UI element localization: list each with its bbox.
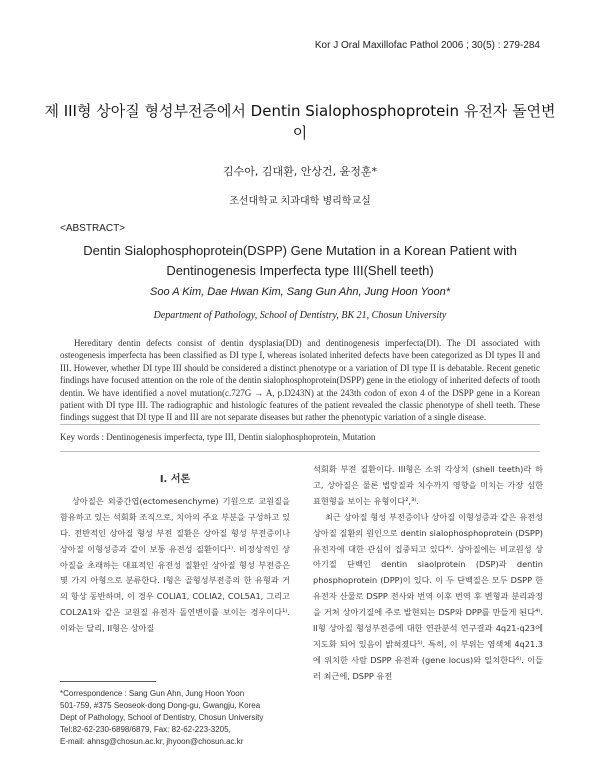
intro-heading: I. 서론 (159, 474, 191, 485)
korean-affiliation: 조선대학교 치과대학 병리학교실 (229, 196, 371, 207)
abstract-body (60, 337, 540, 424)
correspondence-footnote: *Correspondence : Sang Gun Ahn, Jung Hoon Yoon 501-759, #375 Seoseok-dong Dong-gu, Gwangju, Korea Dept of Pathology, School of Dentistry, Chosun University Tel:82-62-230-6898/6879, Fax: 82-62-223-3205, E-mail: ahnsg@chosun.ac.kr, jhyoon@chosun.ac.kr (60, 689, 264, 746)
english-title-line2: Dentinogenesis Imperfecta type III(Shell teeth) (166, 263, 434, 278)
intro-paragraph-2: 석회화 부전 질환이다. III형은 소위 각상치 (shell teeth)라 하고, 상아질은 물론 법랑질과 치수까지 영향을 미치는 가장 심한 표현형을 보이는 유형이다²,³⁾. (313, 464, 543, 506)
english-department: Department of Pathology, School of Dentistry, BK 21, Chosun University (153, 310, 447, 321)
intro-paragraph-3: 최근 상아질 형성 부전증이나 상아질 이형성증과 같은 유전성 상아질 질환의 원인으로 dentin sialophosphoprotein (DSPP) 유전자에 대한 관심이 집중되고 있다⁴⁾. 상아질에는 비교원성 상아기질 단백인 dentin siaolprotein (DSP)과 dentin phosphoprotein (DPP)이 있다. 이 두 단백질은 모두 DSPP 한 유전자 산물로 DSPP 전사와 번역 이후 번역 후 변형과 분리과정을 거쳐 상아기질에 주로 발현되는 DSP와 DPP를 만들게 된다⁴⁾. II형 상아질 형성부전증에 대한 연관분석 연구결과 4q21-q23에 지도화 되어 있음이 밝혀졌다⁵⁾. 특히, 이 부위는 염색체 4q21.3에 위치한 사람 DSPP 유전좌 (gene locus)와 일치한다⁶⁾. 이들러 최근에, DSPP 유전 (313, 511, 543, 681)
right-column (313, 462, 543, 685)
footnote-rule (60, 681, 156, 682)
english-authors: Soo A Kim, Dae Hwan Kim, Sang Gun Ahn, Jung Hoon Yoon* (149, 286, 451, 298)
korean-title: 제 III형 상아질 형성부전증에서 Dentin Sialophosphoprotein 유전자 돌연변이 (44, 102, 556, 142)
abstract-paragraph: Hereditary dentin defects consist of dentin dysplasia(DD) and dentinogenesis imperfecta(DI). The DI associated with osteogenesis imperfecta has been classified as DI type I, whereas isolated inherited defects have been categorized as DI types II and III. However, whether DI type III should be considered a distinct phenotype or a variation of DI type II is debatable. Recent genetic findings have focused attention on the role of the dentin sialophosphoprotein(DSPP) gene in the etiology of inherited defects of tooth dentin. We have identified a novel mutation(c.727G → A, p.D243N) at the 243th codon of exon 4 of the DSPP gene in a Korean patient with DI type III. The radiographic and histologic features of the patient revealed the classic phenotype of shell teeth. These findings suggest that DI type II and III are not separate diseases but rather the phenotypic variation of a single disease. (60, 338, 540, 423)
keywords: Key words : Dentinogenesis imperfecta, type III, Dentin sialophosphoprotein, Mutation (60, 432, 376, 442)
abstract-heading: <ABSTRACT> (60, 223, 126, 234)
intro-paragraph-1: 상아질은 외중간엽(ectomesenchyme) 기원으로 교원질을 함유하고 있는 석회화 조직으로, 치아의 주요 부분을 구성하고 있다. 전반적인 상아질 형성 부전 질환은 상아질 형성 부전증이나 상아질 이형성증과 같이 보통 유전성 질환이다¹⁾. 비정상적인 상아질을 초래하는 대표적인 유전성 질환인 상아질 형성 부전증은 몇 가지 아형으로 분류한다. I형은 골형성부전증의 한 유형과 거의 항상 동반하며, 이 경우 COLIA1, COLIA2, COL5A1, 그리고 COL2A1와 같은 교원질 유전자 돌연변이를 보이는 경우이다¹⁾. 이와는 달리, II형은 상아질 (60, 495, 290, 634)
keywords-rule-bottom (60, 451, 540, 452)
korean-authors: 김수아, 김대환, 안상건, 윤정훈* (223, 165, 377, 178)
english-title (40, 241, 560, 281)
journal-citation: Kor J Oral Maxillofac Pathol 2006 ; 30(5) : 279-284 (314, 40, 540, 51)
left-column (60, 472, 290, 637)
keywords-rule-top (60, 424, 540, 425)
english-title-line1: Dentin Sialophosphoprotein(DSPP) Gene Mutation in a Korean Patient with (83, 243, 517, 258)
